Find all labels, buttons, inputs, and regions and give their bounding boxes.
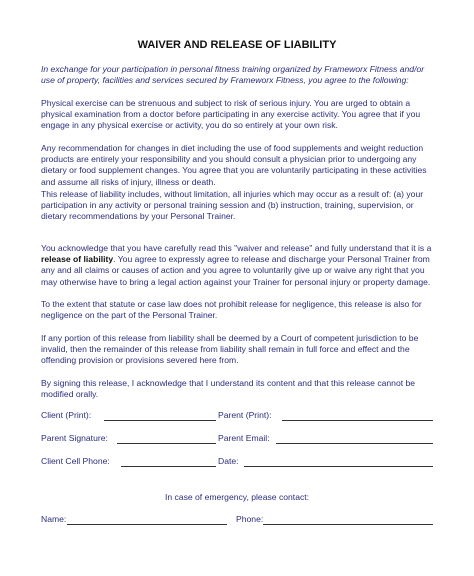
date-label: Date: (218, 456, 239, 466)
intro-paragraph: In exchange for your participation in personal fitness training organized by Frameworx Fitness and/or use of property, facilities and services secured by Frameworx Fitness, you agree to the following: (41, 64, 425, 86)
paragraph-severability: If any portion of this release from liability shall be deemed by a Court of competent jurisdiction to be invalid, then the remainder of this release from liability shall remain in full force and effect and the offending provision or provisions severed here from. (41, 333, 419, 366)
paragraph-negligence: To the extent that statute or case law does not prohibit release for negligence, this release is also for negligence on the part of the Personal Trainer. (41, 299, 422, 321)
acknowledgement-text-start: You acknowledge that you have carefully read this "waiver and release" and fully understand that it is a (41, 243, 432, 253)
parent-print-label: Parent (Print): (218, 410, 272, 420)
parent-email-label: Parent Email: (218, 433, 270, 443)
paragraph-physical-exercise: Physical exercise can be strenuous and subject to risk of serious injury. You are urged to obtain a physical examination from a doctor before participating in any exercise activity. You agree that if you engage in any physical exercise or activity, you do so entirely at your own risk. (41, 98, 421, 131)
date-field[interactable] (244, 466, 433, 467)
paragraph-signing-acknowledgement: By signing this release, I acknowledge that I understand its content and that this release cannot be modified orally. (41, 378, 416, 400)
paragraph-acknowledgement (41, 243, 433, 288)
client-print-label: Client (Print): (41, 410, 92, 420)
emergency-name-field[interactable] (67, 524, 227, 525)
signature-row-3 (41, 456, 433, 468)
signature-row-1 (41, 410, 433, 422)
parent-print-field[interactable] (282, 420, 433, 421)
emergency-contact-row (41, 514, 433, 526)
client-print-field[interactable] (104, 420, 216, 421)
parent-signature-field[interactable] (117, 443, 216, 444)
acknowledgement-text-end: . You agree to expressly agree to release and discharge your Personal Trainer from any and all claims or causes of action and you agree to voluntarily give up or waive any right that you may otherwise have to bring a legal action against your Trainer for personal injury or property damage. (41, 254, 431, 287)
signature-row-2 (41, 433, 433, 445)
emergency-phone-label: Phone: (236, 514, 264, 524)
parent-signature-label: Parent Signature: (41, 433, 108, 443)
client-cell-phone-field[interactable] (121, 466, 216, 467)
emergency-phone-field[interactable] (263, 524, 433, 525)
emergency-contact-heading: In case of emergency, please contact: (164, 492, 310, 502)
paragraph-diet: Any recommendation for changes in diet including the use of food supplements and weight reduction products are entirely your responsibility and you should consult a physician prior to undergoing any dietary or food supplement changes. You agree that you are voluntarily participating in these activities and assume all risks of injury, illness or death. (41, 143, 427, 187)
parent-email-field[interactable] (276, 443, 433, 444)
document-title: WAIVER AND RELEASE OF LIABILITY (137, 39, 337, 51)
client-cell-phone-label: Client Cell Phone: (41, 456, 110, 466)
paragraph-release-scope: This release of liability includes, without limitation, all injuries which may occur as a result of: (a) your participation in any activity or personal training session and (b) instruction, training, supervision, or dietary recommendations by your Personal Trainer. (41, 189, 424, 222)
release-of-liability-emphasis: release of liability (41, 254, 114, 265)
emergency-name-label: Name: (41, 514, 67, 524)
